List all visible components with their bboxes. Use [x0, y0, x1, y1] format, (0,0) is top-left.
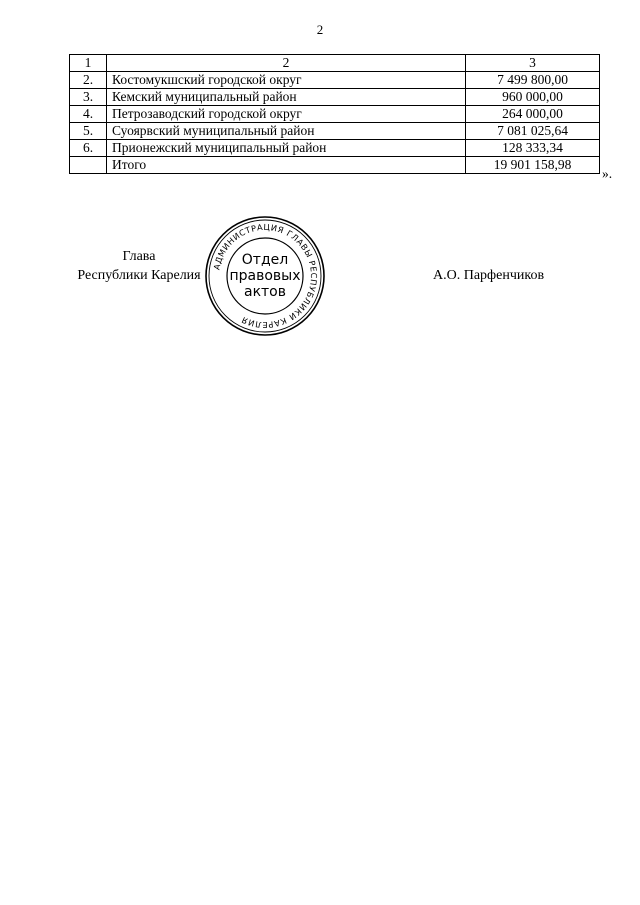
total-number [70, 157, 107, 174]
row-amount: 960 000,00 [466, 89, 600, 106]
total-amount: 19 901 158,98 [466, 157, 600, 174]
row-number: 4. [70, 106, 107, 123]
signer-title-line-2: Республики Карелия [77, 268, 201, 283]
row-amount: 7 499 800,00 [466, 72, 600, 89]
table-total-row [70, 157, 600, 174]
page-number: 2 [316, 22, 324, 37]
stamp-ring-text: АДМИНИСТРАЦИЯ ГЛАВЫ РЕСПУБЛИКИ КАРЕЛИЯ [211, 221, 320, 331]
header-cell-1: 1 [70, 55, 107, 72]
row-number: 2. [70, 72, 107, 89]
signer-name: А.О. Парфенчиков [433, 268, 545, 283]
row-number: 3. [70, 89, 107, 106]
closing-quote: ». [602, 166, 613, 181]
row-municipality: Костомукшский городской округ [107, 72, 466, 89]
row-municipality: Прионежский муниципальный район [107, 140, 466, 157]
signer-title-line-1: Глава [122, 249, 156, 264]
distribution-table [69, 54, 600, 174]
header-cell-3: 3 [466, 55, 600, 72]
row-number: 5. [70, 123, 107, 140]
table-row [70, 123, 600, 140]
row-municipality: Кемский муниципальный район [107, 89, 466, 106]
table-row [70, 106, 600, 123]
stamp-center-line-2: правовых [229, 268, 301, 284]
row-municipality: Петрозаводский городской округ [107, 106, 466, 123]
row-amount: 128 333,34 [466, 140, 600, 157]
stamp-center-line-3: актов [243, 284, 287, 300]
row-amount: 7 081 025,64 [466, 123, 600, 140]
table-row [70, 72, 600, 89]
table-header-row [70, 55, 600, 72]
table-row [70, 89, 600, 106]
total-label: Итого [107, 157, 466, 174]
stamp-center-line-1: Отдел [241, 252, 289, 268]
table-row [70, 140, 600, 157]
official-stamp [203, 214, 327, 338]
row-municipality: Суоярвский муниципальный район [107, 123, 466, 140]
signer-title [62, 247, 216, 285]
row-number: 6. [70, 140, 107, 157]
header-cell-2: 2 [107, 55, 466, 72]
row-amount: 264 000,00 [466, 106, 600, 123]
